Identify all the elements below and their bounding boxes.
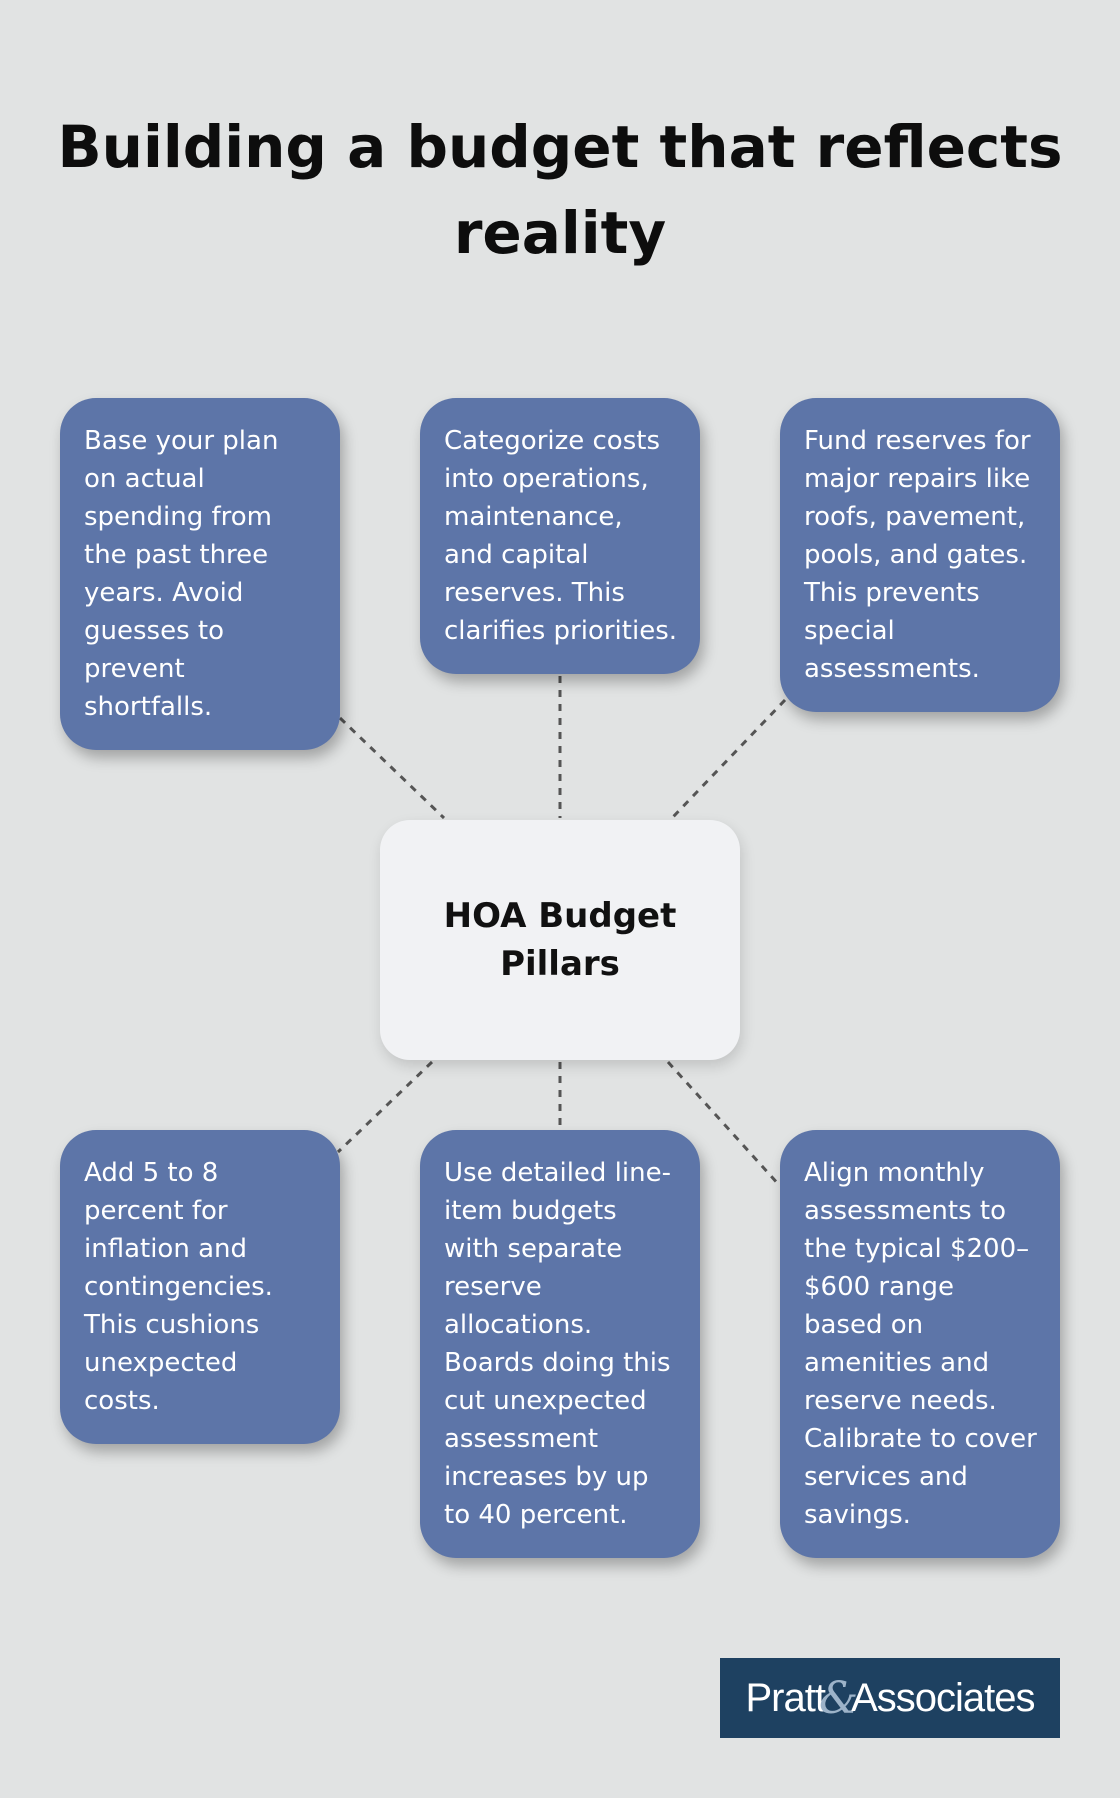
pillar-card-fund-reserves: Fund reserves for major repairs like roofs, pavement, pools, and gates. This prevents special assessments. [780,398,1060,712]
page-title: Building a budget that reflects reality [57,113,1063,267]
connector-2 [672,700,785,818]
connector-3 [338,1062,432,1152]
logo-ampersand: & [818,1672,858,1724]
pillar-card-categorize-costs: Categorize costs into operations, maintenance, and capital reserves. This clarifies priorities. [420,398,700,674]
pillar-card-line-item-budgets: Use detailed line-item budgets with separate reserve allocations. Boards doing this cut unexpected assessment increases by up to 40 percent. [420,1130,700,1558]
connector-0 [340,718,444,818]
center-node [380,820,740,1060]
center-label: HOA Budget Pillars [443,896,677,984]
pillar-card-historical-spending: Base your plan on actual spending from the past three years. Avoid guesses to prevent shortfalls. [60,398,340,750]
pillar-card-inflation-contingency: Add 5 to 8 percent for inflation and contingencies. This cushions unexpected costs. [60,1130,340,1444]
logo-word-associates: Associates [851,1675,1035,1720]
pratt-associates-logo [720,1658,1060,1738]
logo-word-pratt: Pratt [745,1675,825,1720]
pillar-card-monthly-assessments: Align monthly assessments to the typical $200–$600 range based on amenities and reserve needs. Calibrate to cover services and savings. [780,1130,1060,1558]
